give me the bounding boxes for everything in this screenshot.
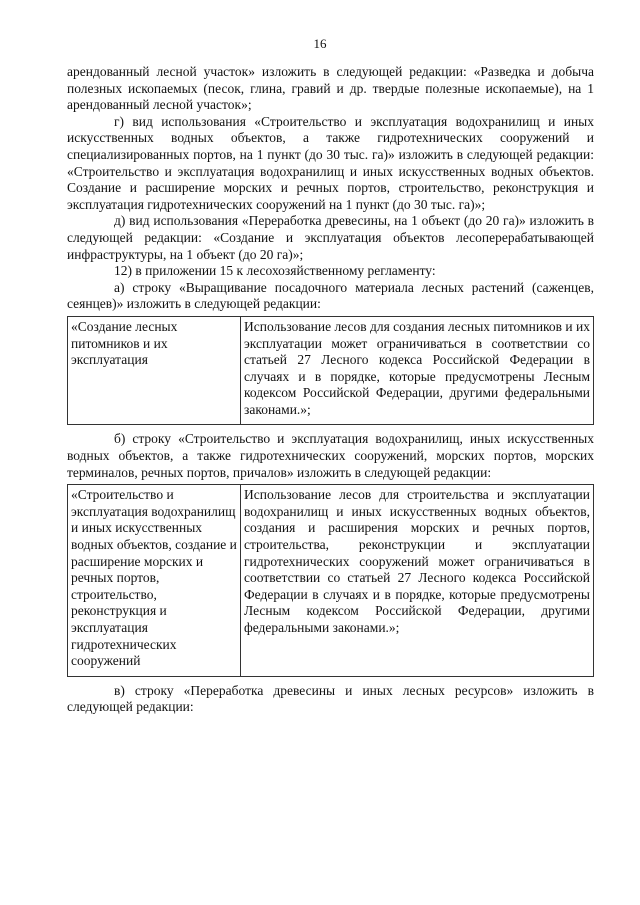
regulation-table-1 xyxy=(67,316,594,426)
paragraph: г) вид использования «Строительство и эксплуатация водохранилищ и иных искусственных водных объектов, а также гидротехнических сооружений и специализированных портов, на 1 пункт (до 30 тыс. га)» изложить в следующей редакции: «Строительство и эксплуатация водохранилищ и иных искусственных водных объектов. Создание и расширение морских и речных портов, строительство, реконструкция и эксплуатация гидротехнических сооружений на 1 пункт (до 30 тыс. га)»; xyxy=(67,113,594,212)
regulation-table-2 xyxy=(67,484,594,677)
paragraph: арендованный лесной участок» изложить в следующей редакции: «Разведка и добыча полезных ископаемых (песок, глина, гравий и др. твердые полезные ископаемые), на 1 арендованный лесной участок»; xyxy=(67,64,594,113)
table-cell-restriction: Использование лесов для строительства и эксплуатации водохранилищ и иных искусственных водных объектов, создания и расширения морских и речных портов, строительства, реконструкции и эксплуатации гидротехнических сооружений может ограничиваться в соответствии со статьей 27 Лесного кодекса Российской Федерации в случаях и в порядке, которые предусмотрены Лесным кодексом Российской Федерации, другими федеральными законами.»; xyxy=(241,485,594,677)
document-body xyxy=(67,64,594,716)
table-row xyxy=(68,485,594,677)
paragraph: д) вид использования «Переработка древесины, на 1 объект (до 20 га)» изложить в следующей редакции: «Создание и эксплуатация объектов лесоперерабатывающей инфраструктуры, на 1 объект (до 20 га)»; xyxy=(67,213,594,262)
paragraph: б) строку «Строительство и эксплуатация водохранилищ, иных искусственных водных объектов, а также гидротехнических сооружений, морских портов, морских терминалов, речных портов, причалов» изложить в следующей редакции: xyxy=(67,431,594,480)
paragraph: а) строку «Выращивание посадочного материала лесных растений (саженцев, сеянцев)» изложить в следующей редакции: xyxy=(67,279,594,312)
table-cell-activity: «Создание лесных питомников и их эксплуатация xyxy=(68,316,241,425)
paragraph: 12) в приложении 15 к лесохозяйственному регламенту: xyxy=(114,263,436,279)
page-number: 16 xyxy=(313,36,327,51)
table-row xyxy=(68,316,594,425)
table-cell-restriction: Использование лесов для создания лесных питомников и их эксплуатации может ограничиваться в соответствии со статьей 27 Лесного кодекса Российской Федерации в случаях и в порядке, которые предусмотрены Лесным кодексом Российской Федерации, другими федеральными законами.»; xyxy=(241,316,594,425)
table-cell-activity: «Строительство и эксплуатация водохранилищ и иных искусственных водных объектов, создание и расширение морских и речных портов, строительство, реконструкция и эксплуатация гидротехнических сооружений xyxy=(68,485,241,677)
paragraph: в) строку «Переработка древесины и иных лесных ресурсов» изложить в следующей редакции: xyxy=(67,682,594,715)
